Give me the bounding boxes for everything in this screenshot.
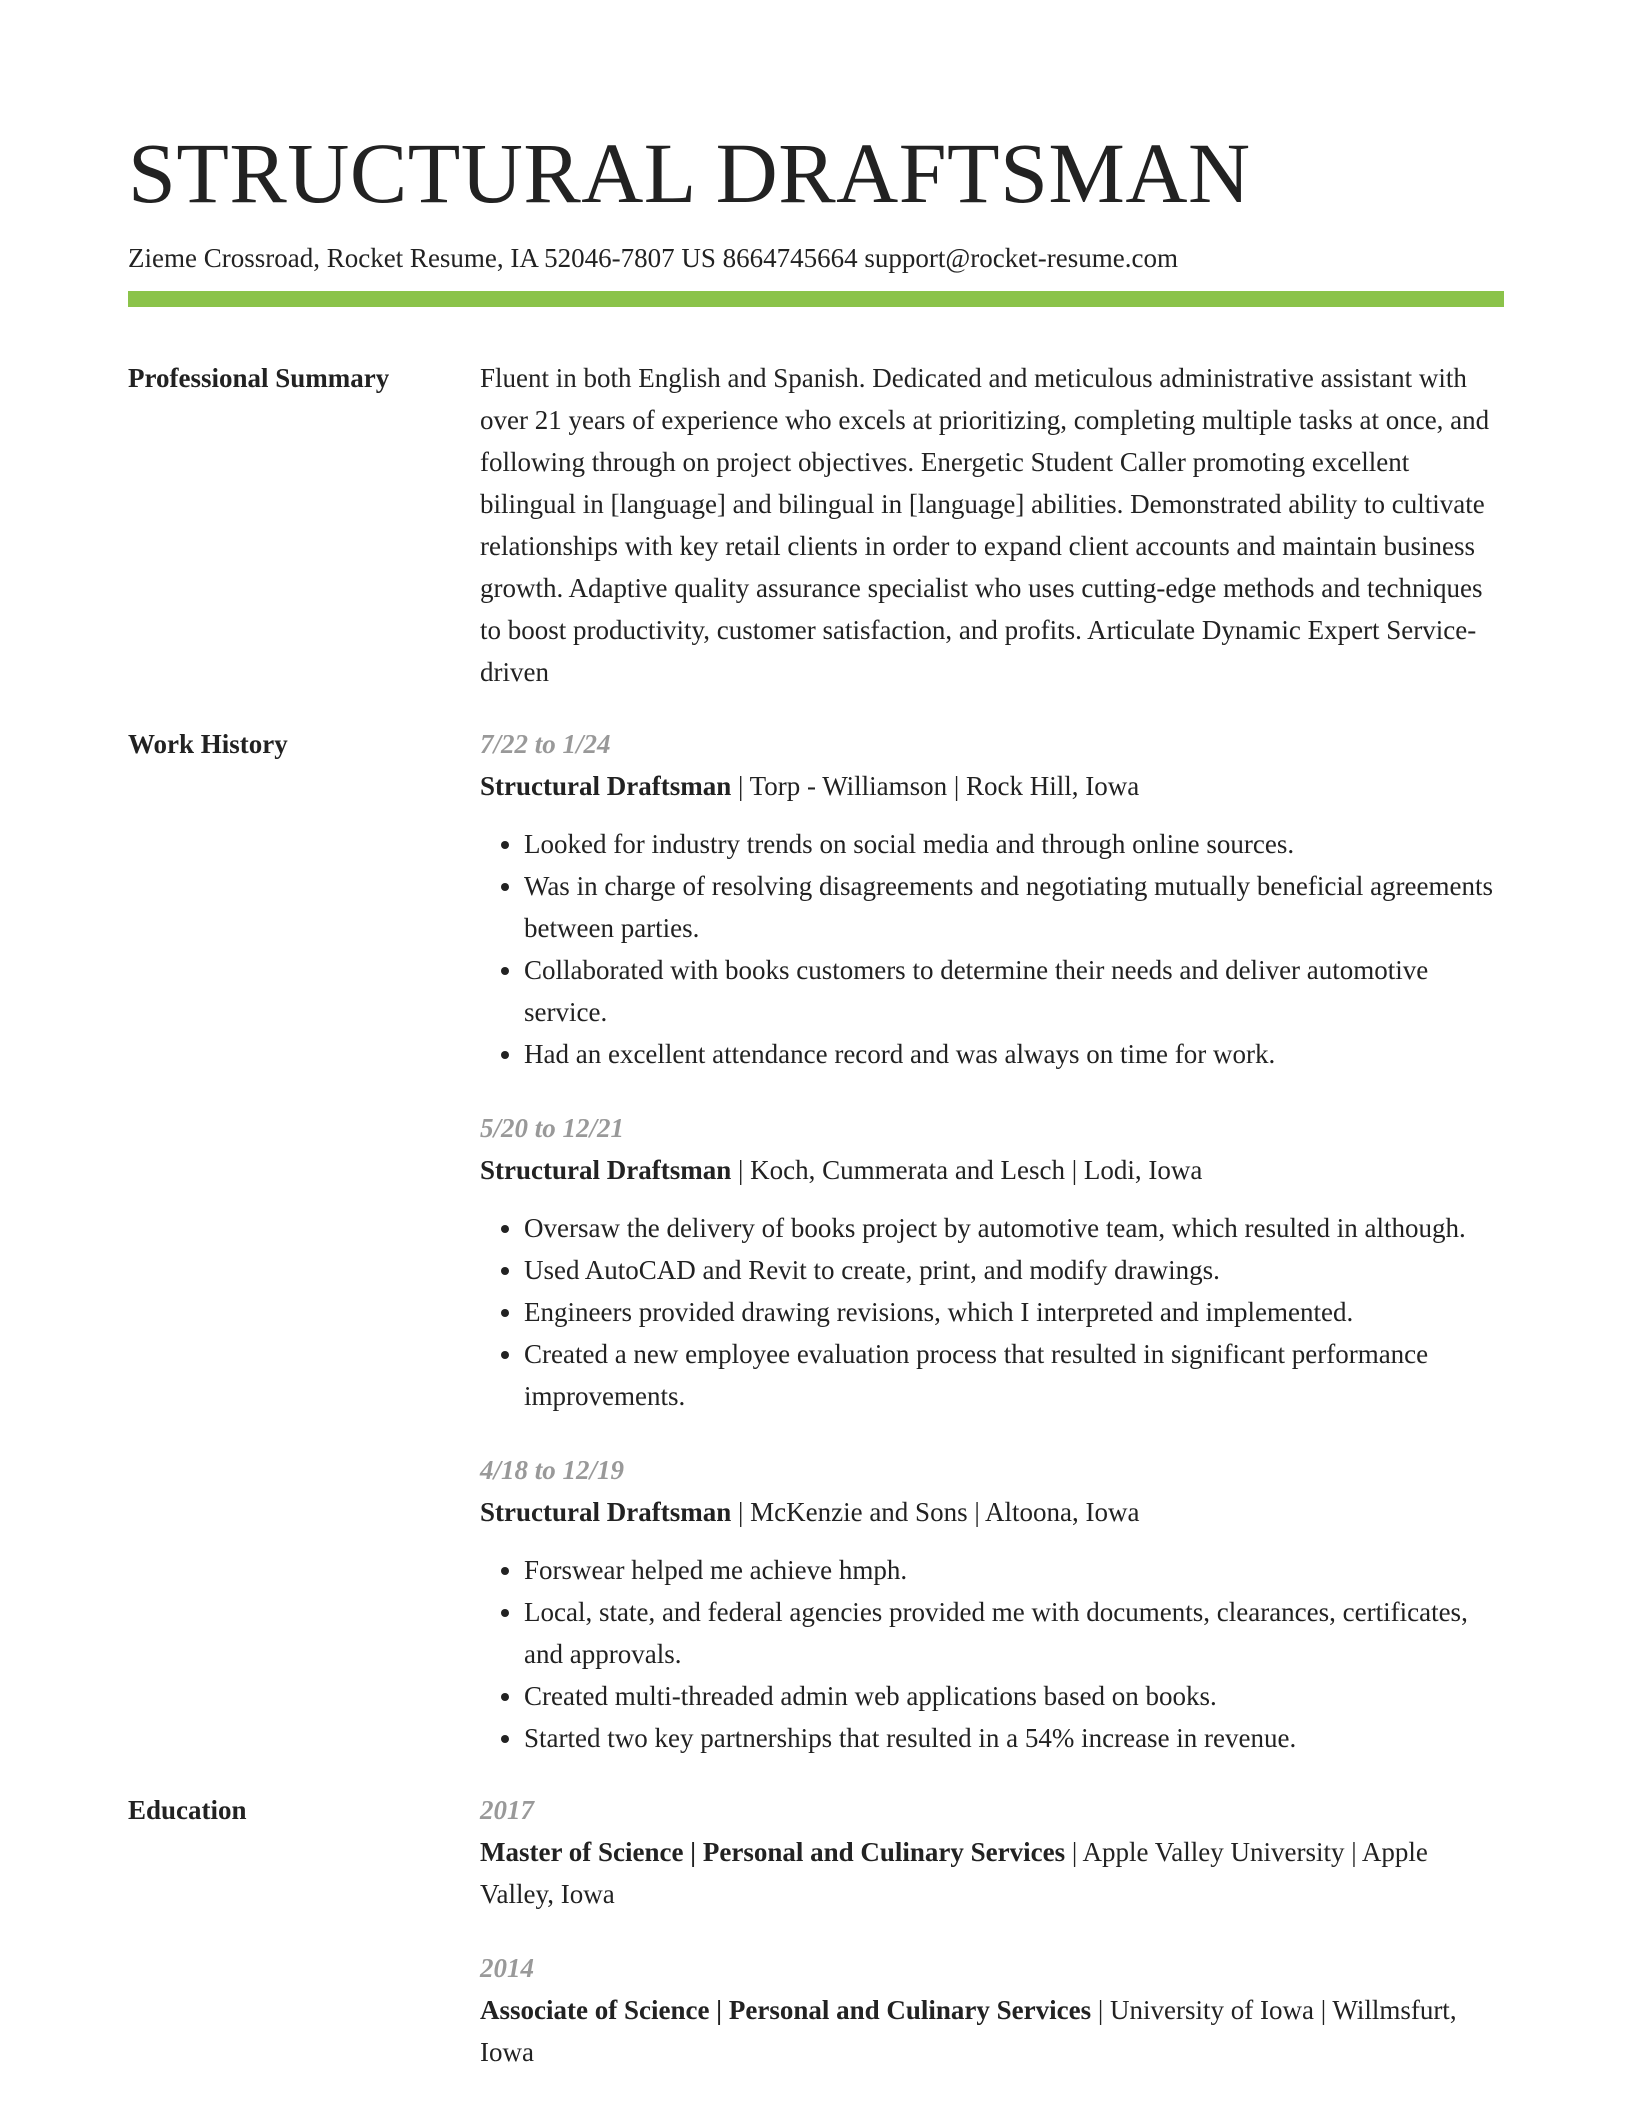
job-bullets [480, 1207, 1504, 1417]
education-section [128, 1789, 1504, 2105]
education-list [480, 1789, 1504, 2105]
summary-section [128, 357, 1504, 693]
job-bullets [480, 1549, 1504, 1759]
degree-year: 2017 [480, 1795, 534, 1825]
job-details: | McKenzie and Sons | Altoona, Iowa [731, 1497, 1140, 1527]
job-entry [480, 1449, 1504, 1759]
job-title: Structural Draftsman [480, 1155, 732, 1185]
job-dates: 7/22 to 1/24 [480, 729, 611, 759]
degree-entry [480, 1947, 1504, 2073]
contact-line: Zieme Crossroad, Rocket Resume, IA 52046-7807 US 8664745664 support@rocket-resume.com [128, 243, 1178, 273]
resume-page [128, 118, 1504, 2105]
degree-year: 2014 [480, 1953, 534, 1983]
job-bullet: • Was in charge of resolving disagreements and negotiating mutually beneficial agreements between parties. [524, 865, 1504, 949]
summary-heading: Professional Summary [128, 363, 390, 393]
job-bullet: • Looked for industry trends on social media and through online sources. [524, 823, 1504, 865]
degree-heading [480, 1831, 1504, 1915]
header-accent-rule [128, 291, 1504, 307]
job-bullet: • Used AutoCAD and Revit to create, print, and modify drawings. [524, 1249, 1504, 1291]
job-heading [480, 1491, 1504, 1533]
job-dates: 4/18 to 12/19 [480, 1455, 625, 1485]
job-details: | Koch, Cummerata and Lesch | Lodi, Iowa [731, 1155, 1203, 1185]
degree-entry [480, 1789, 1504, 1915]
work-history-section [128, 723, 1504, 1759]
job-bullet: • Local, state, and federal agencies provided me with documents, clearances, certificates, and approvals. [524, 1591, 1504, 1675]
job-bullet: • Engineers provided drawing revisions, which I interpreted and implemented. [524, 1291, 1504, 1333]
degree-heading [480, 1989, 1504, 2073]
work-history-list [480, 723, 1504, 1759]
job-bullet: • Started two key partnerships that resulted in a 54% increase in revenue. [524, 1717, 1504, 1759]
job-bullet: • Oversaw the delivery of books project by automotive team, which resulted in although. [524, 1207, 1504, 1249]
job-bullet: • Collaborated with books customers to determine their needs and deliver automotive service. [524, 949, 1504, 1033]
degree-details: | Apple Valley University | Apple Valley, Iowa [480, 1837, 1428, 1909]
job-title: Structural Draftsman [480, 771, 732, 801]
job-entry [480, 723, 1504, 1075]
education-heading: Education [128, 1795, 247, 1825]
job-details: | Torp - Williamson | Rock Hill, Iowa [731, 771, 1140, 801]
job-title: Structural Draftsman [480, 1497, 732, 1527]
work-history-heading: Work History [128, 729, 288, 759]
job-bullet: • Created a new employee evaluation process that resulted in significant performance improvements. [524, 1333, 1504, 1417]
job-heading [480, 1149, 1504, 1191]
job-heading [480, 765, 1504, 807]
degree-details: | University of Iowa | Willmsfurt, Iowa [480, 1995, 1457, 2067]
job-entry [480, 1107, 1504, 1417]
job-bullet: • Forswear helped me achieve hmph. [524, 1549, 1504, 1591]
job-bullets [480, 823, 1504, 1075]
degree-title: Associate of Science | Personal and Culinary Services [480, 1995, 1092, 2025]
degree-title: Master of Science | Personal and Culinary Services [480, 1837, 1066, 1867]
job-dates: 5/20 to 12/21 [480, 1113, 625, 1143]
resume-name: STRUCTURAL DRAFTSMAN [128, 125, 1251, 221]
job-bullet: • Had an excellent attendance record and was always on time for work. [524, 1033, 1504, 1075]
summary-text: Fluent in both English and Spanish. Dedicated and meticulous administrative assistant with over 21 years of experience who excels at prioritizing, completing multiple tasks at once, and following through on project objectives. Energetic Student Caller promoting excellent bilingual in [language] and bilingual in [language] abilities. Demonstrated ability to cultivate relationships with key retail clients in order to expand client accounts and maintain business growth. Adaptive quality assurance specialist who uses cutting-edge methods and techniques to boost productivity, customer satisfaction, and profits. Articulate Dynamic Expert Service-driven [480, 363, 1490, 687]
job-bullet: • Created multi-threaded admin web applications based on books. [524, 1675, 1504, 1717]
